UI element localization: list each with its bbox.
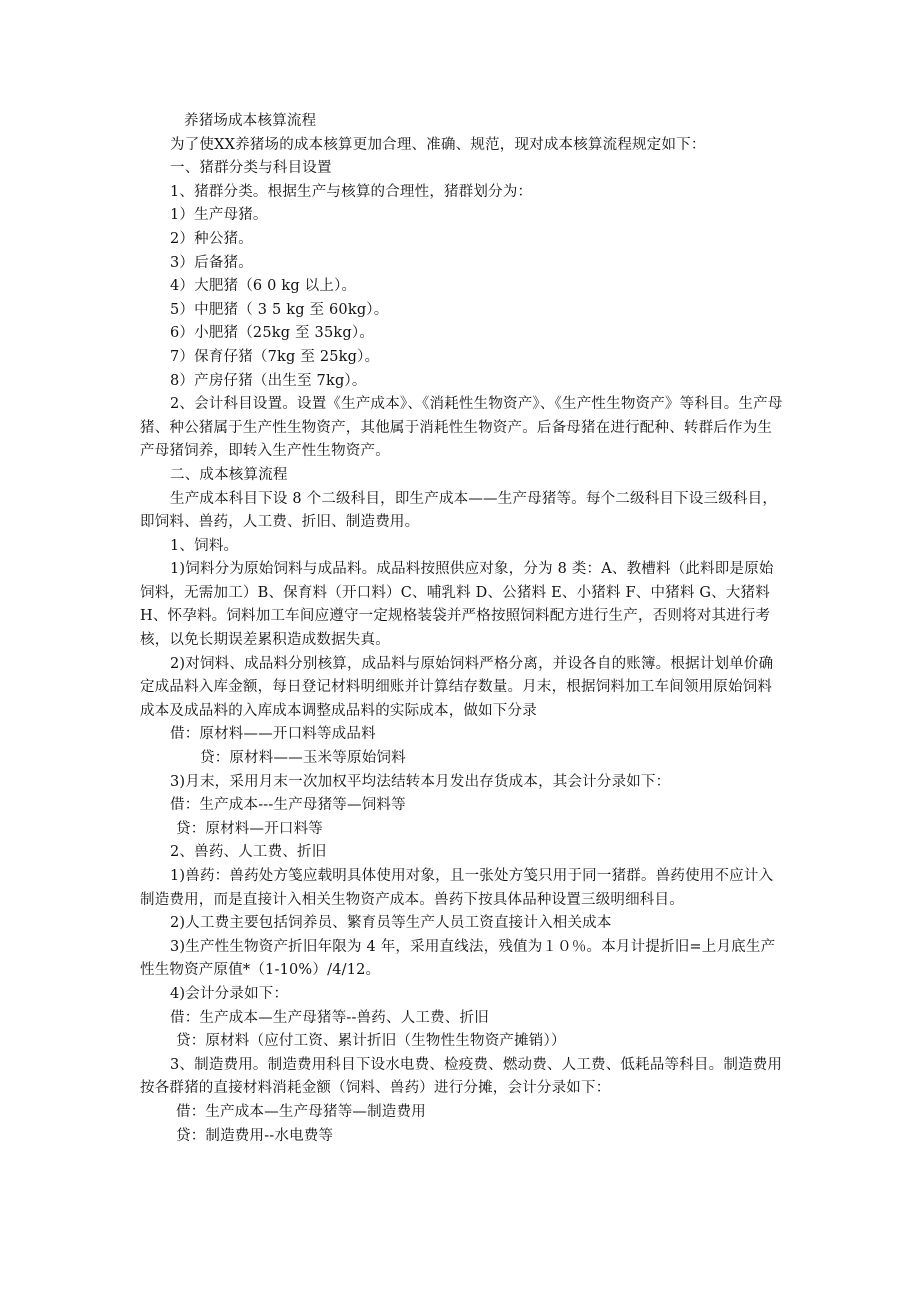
body-paragraph: 3、制造费用。制造费用科目下设水电费、检疫费、燃动费、人工费、低耗品等科目。制造费用按各群猪的直接材料消耗金额（饲料、兽药）进行分摊，会计分录如下：: [140, 1056, 783, 1097]
list-item: 6）小肥猪（25kg 至 35kg）。: [170, 325, 375, 342]
document-title: 养猪场成本核算流程: [184, 113, 317, 129]
intro-paragraph: 为了使XX养猪场的成本核算更加合理、准确、规范，现对成本核算流程规定如下：: [170, 136, 706, 153]
section-heading: 二、成本核算流程: [170, 466, 288, 483]
body-paragraph: 2、会计科目设置。设置《生产成本》、《消耗性生物资产》、《生产性生物资产》等科目。生产母猪、种公猪属于生产性生物资产，其他属于消耗性生物资产。后备母猪在进行配种、转群后作为生产母猪饲养，即转入生产性生物资产。: [140, 396, 783, 460]
list-item: 2）种公猪。: [170, 230, 253, 247]
body-paragraph: 4)会计分录如下：: [170, 985, 289, 1002]
journal-entry-debit: 借：原材料——开口料等成品料: [170, 726, 376, 743]
body-paragraph: 2)对饲料、成品料分别核算，成品料与原始饲料严格分离，并设各自的账簿。根据计划单价确定成品料入库金额，每日登记材料明细账并计算结存数量。月末，根据饲料加工车间领用原始饲料成本及成品料的入库成本调整成品料的实际成本，做如下分录: [140, 655, 774, 719]
journal-entry-credit: 贷：制造费用--水电费等: [176, 1127, 334, 1144]
body-paragraph: 3)生产性生物资产折旧年限为 4 年，采用直线法，残值为１０％。本月计提折旧=上月底生产性生物资产原值*（1-10%）/4/12。: [140, 938, 776, 979]
list-item: 7）保育仔猪（7kg 至 25kg）。: [170, 348, 380, 365]
body-paragraph: 3)月末，采用月末一次加权平均法结转本月发出存货成本，其会计分录如下：: [170, 773, 671, 790]
list-item: 3）后备猪。: [170, 254, 253, 271]
subsection-heading: 1、饲料。: [170, 537, 239, 554]
list-item: 5）中肥猪（ 3 5 kg 至 60kg）。: [170, 301, 389, 318]
journal-entry-credit: 贷：原材料——玉米等原始饲料: [200, 750, 406, 767]
body-paragraph: 1)兽药：兽药处方笺应载明具体使用对象，且一张处方笺只用于同一猪群。兽药使用不应计入制造费用，而是直接计入相关生物资产成本。兽药下按具体品种设置三级明细科目。: [140, 868, 774, 908]
journal-entry-debit: 借：生产成本---生产母猪等—饲料等: [170, 797, 406, 814]
list-item: 4）大肥猪（6 0 kg 以上）。: [170, 278, 357, 295]
document-body: [140, 110, 784, 1148]
journal-entry-credit: 贷：原材料（应付工资、累计折旧（生物性生物资产摊销））: [176, 1033, 566, 1050]
subsection-heading: 2、兽药、人工费、折旧: [170, 844, 327, 861]
section-heading: 一、猪群分类与科目设置: [170, 160, 332, 177]
list-item: 1）生产母猪。: [170, 207, 268, 224]
journal-entry-debit: 借：生产成本—生产母猪等--兽药、人工费、折旧: [170, 1009, 489, 1026]
body-paragraph: 1)饲料分为原始饲料与成品料。成品料按照供应对象，分为 8 类：A、教槽料（此料即是原始饲料，无需加工）B、保育料（开口料）C、哺乳料 D、公猪料 E、小猪料 F、中猪料 G、大猪料 H、怀孕料。饲料加工车间应遵守一定规格装袋并严格按照饲料配方进行生产，否则将对其进行考核，以免长期误差累积造成数据失真。: [140, 561, 774, 649]
list-item: 8）产房仔猪（出生至 7kg）。: [170, 372, 367, 389]
journal-entry-credit: 贷：原材料—开口料等: [176, 820, 323, 837]
body-paragraph: 2)人工费主要包括饲养员、繁育员等生产人员工资直接计入相关成本: [170, 915, 612, 932]
subsection-heading: 1、猪群分类。根据生产与核算的合理性，猪群划分为：: [170, 183, 533, 200]
body-paragraph: 生产成本科目下设 8 个二级科目，即生产成本——生产母猪等。每个二级科目下设三级科目，即饲料、兽药，人工费、折旧、制造费用。: [140, 490, 778, 531]
journal-entry-debit: 借：生产成本—生产母猪等—制造费用: [176, 1103, 426, 1120]
